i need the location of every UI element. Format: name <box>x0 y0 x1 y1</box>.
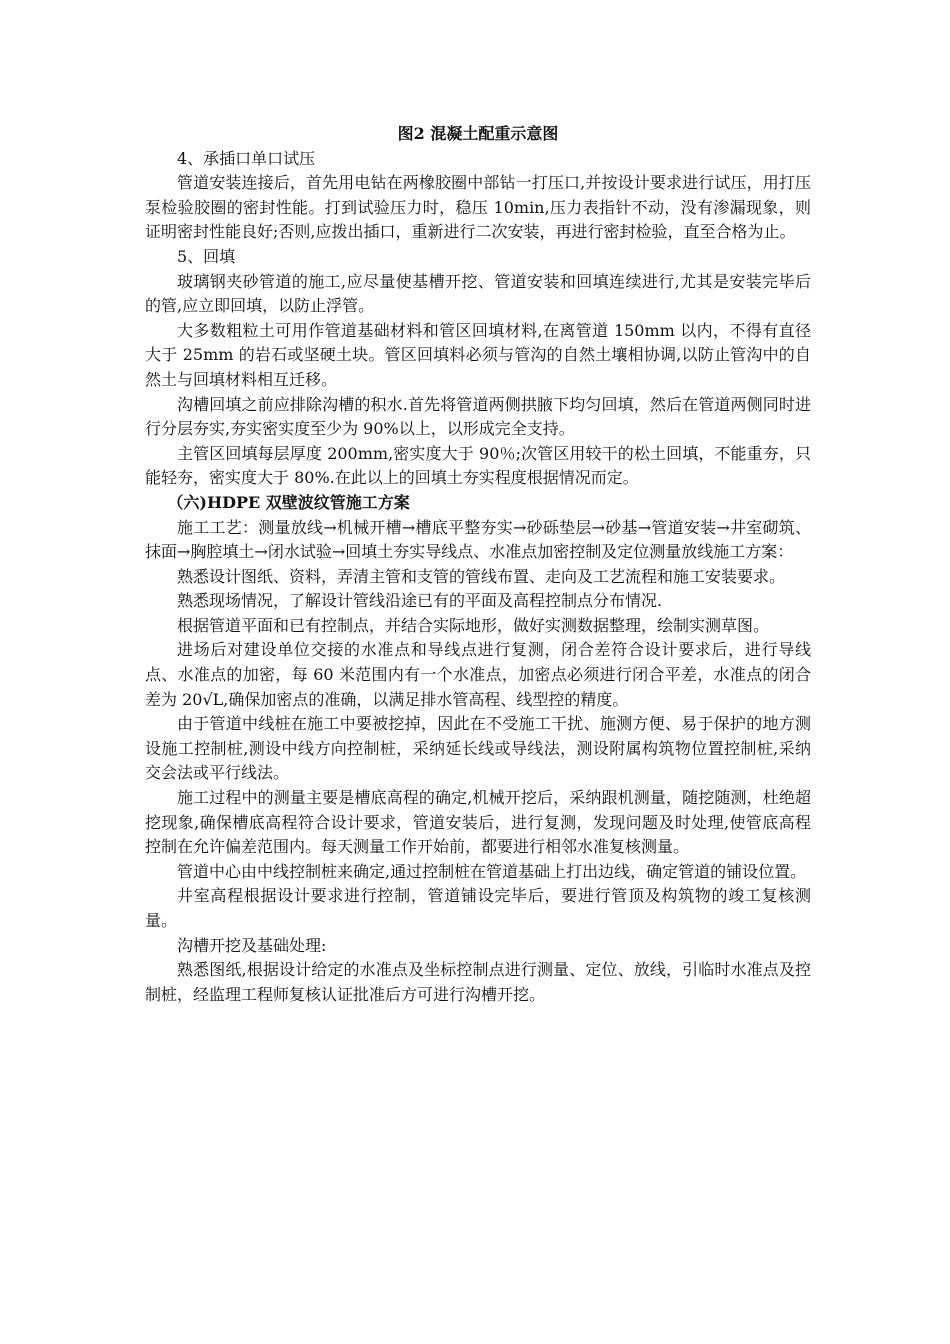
paragraph: 熟悉设计图纸、资料，弄清主管和支管的管线布置、走向及工艺流程和施工安装要求。 <box>177 566 786 586</box>
paragraph: 施工过程中的测量主要是槽底高程的确定,机械开挖后，采纳跟机测量，随挖随测，杜绝超挖现象,确保槽底高程符合设计要求，管道安装后，进行复测，发现问题及时处理,使管底高程控制在允许偏差范围内。每天测量工作开始前，都要进行相邻水准复核测量。 <box>145 788 811 857</box>
section-heading: （六)HDPE 双壁波纹管施工方案 <box>167 492 410 512</box>
paragraph: 进场后对建设单位交接的水准点和导线点进行复测，闭合差符合设计要求后，进行导线点、水准点的加密，每 60 米范围内有一个水准点，加密点必须进行闭合平差，水准点的闭合差为 20√L,确保加密点的准确，以满足排水管高程、线型控的精度。 <box>145 640 811 709</box>
subheading-trench-excavation: 沟槽开挖及基础处理: <box>177 935 327 955</box>
paragraph: 施工工艺：测量放线→机械开槽→槽底平整夯实→砂砾垫层→砂基→管道安装→井室砌筑、抹面→胸腔填土→闭水试验→回填土夯实导线点、水准点加密控制及定位测量放线施工方案： <box>145 517 811 562</box>
document-body <box>145 122 811 1007</box>
paragraph: 根据管道平面和已有控制点，并结合实际地形，做好实测数据整理，绘制实测草图。 <box>177 615 770 635</box>
subheading-pressure-test: 4、承插口单口试压 <box>177 148 316 168</box>
paragraph: 熟悉图纸,根据设计给定的水准点及坐标控制点进行测量、定位、放线，引临时水准点及控制桩，经监理工程师复核认证批准后方可进行沟槽开挖。 <box>145 960 811 1004</box>
paragraph: 大多数粗粒土可用作管道基础材料和管区回填材料,在离管道 150mm 以内，不得有直径大于 25mm 的岩石或坚硬土块。管区回填料必须与管沟的自然土壤相协调,以防止管沟中的自然土与回填材料相互迁移。 <box>145 320 811 389</box>
paragraph: 主管区回填每层厚度 200mm,密实度大于 90％;次管区用较干的松土回填，不能重夯，只能轻夯，密实度大于 80%.在此以上的回填土夯实程度根据情况而定。 <box>145 443 811 488</box>
figure-caption: 图2 混凝土配重示意图 <box>397 124 559 143</box>
paragraph: 井室高程根据设计要求进行控制，管道铺设完毕后，要进行管顶及构筑物的竣工复核测量。 <box>145 886 811 930</box>
paragraph: 沟槽回填之前应排除沟槽的积水.首先将管道两侧拱腋下均匀回填，然后在管道两侧同时进行分层夯实,夯实密实度至少为 90%以上，以形成完全支持。 <box>145 394 811 439</box>
paragraph: 管道中心由中线控制桩来确定,通过控制桩在管道基础上打出边线，确定管道的铺设位置。 <box>177 861 807 881</box>
paragraph: 管道安装连接后，首先用电钻在两橡胶圈中部钻一打压口,并按设计要求进行试压，用打压泵检验胶圈的密封性能。打到试验压力时，稳压 10min,压力表指针不动，没有渗漏现象，则证明密封性能良好;否则,应拨出插口，重新进行二次安装，再进行密封检验，直至合格为止。 <box>145 173 811 242</box>
paragraph: 玻璃钢夹砂管道的施工,应尽量使基槽开挖、管道安装和回填连续进行,尤其是安装完毕后的管,应立即回填，以防止浮管。 <box>145 271 811 316</box>
paragraph: 熟悉现场情况，了解设计管线沿途已有的平面及高程控制点分布情况. <box>177 591 663 611</box>
subheading-backfill: 5、回填 <box>177 246 236 266</box>
paragraph: 由于管道中线桩在施工中要被挖掉，因此在不受施工干扰、施测方便、易于保护的地方测设施工控制桩,测设中线方向控制桩，采纳延长线或导线法，测设附属构筑物位置控制桩,采纳交会法或平行线法。 <box>145 714 811 783</box>
